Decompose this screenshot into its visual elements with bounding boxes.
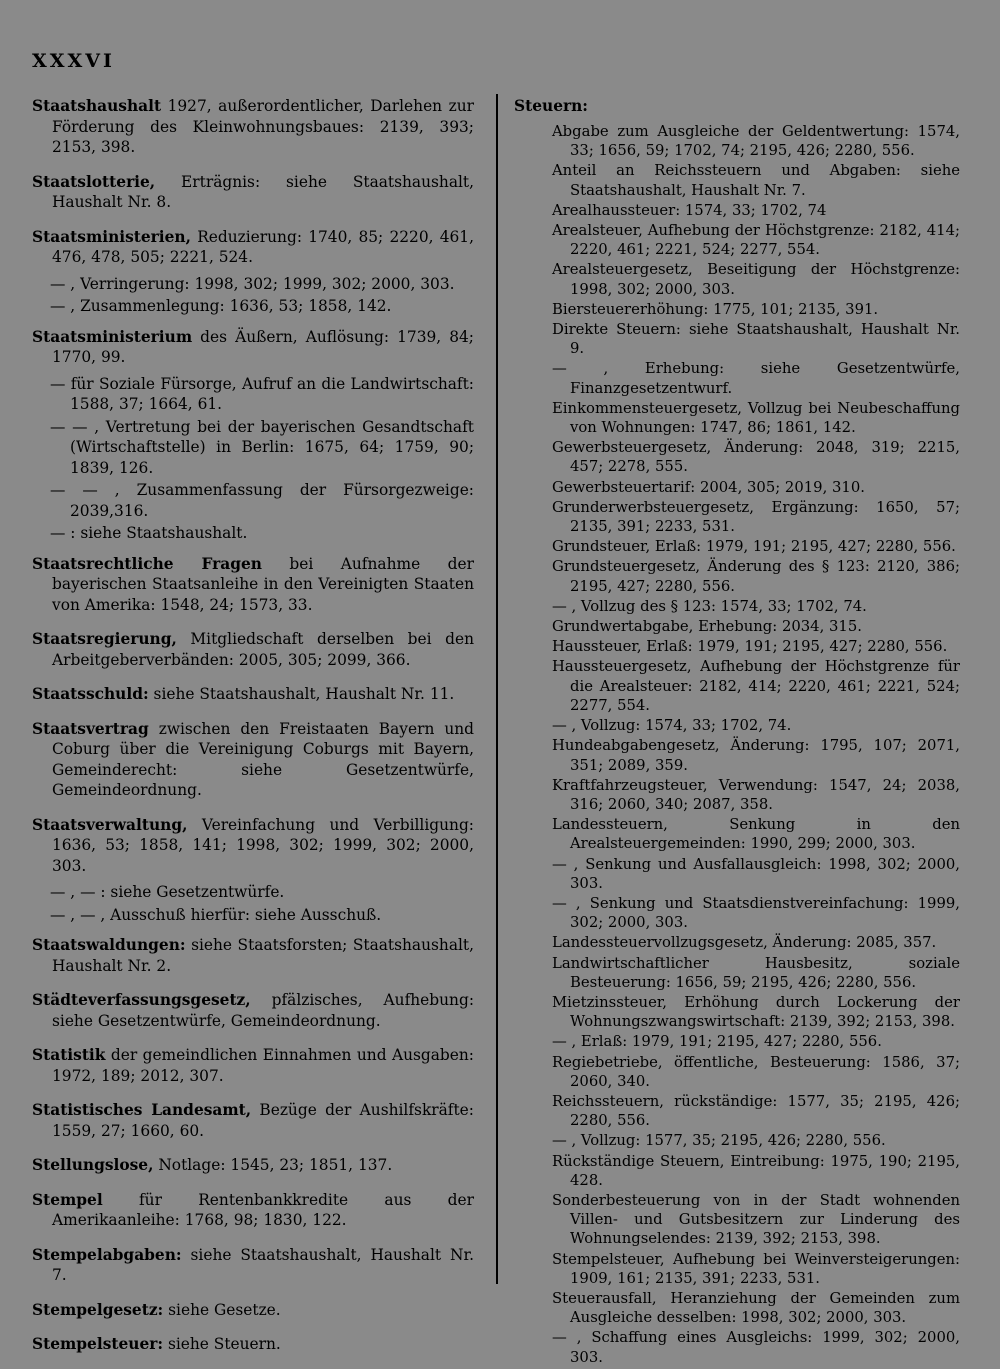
entry-keyword: Städteverfassungsgesetz, [32,991,251,1009]
entry-text: pfälzisches, Aufhebung: siehe Gesetzentwürfe, Gemeindeordnung. [52,991,474,1030]
index-entry [32,1245,474,1286]
index-entry [32,227,474,268]
entry-keyword: Stempel [32,1190,103,1209]
steuern-entry: Regiebetriebe, öffentliche, Besteuerung: 1586, 37; 2060, 340. [552,1053,960,1090]
steuern-entry: — , Vollzug: 1574, 33; 1702, 74. [552,717,792,735]
index-entry [32,684,474,705]
index-entry [32,990,474,1031]
index-entry [32,480,474,521]
entry-text: siehe Steuern. [163,1335,281,1353]
steuern-entry: Kraftfahrzeugsteuer, Verwendung: 1547, 24; 2038, 316; 2060, 340; 2087, 358. [552,776,960,813]
entry-keyword: Stempelsteuer: [32,1335,164,1353]
index-entry [32,554,474,616]
entry-text: — : siehe Staatshaushalt. [50,524,248,542]
entry-keyword: Staatsministerien, [32,227,191,246]
index-entry [32,1045,474,1086]
steuern-entry: — , Senkung und Ausfallausgleich: 1998, 302; 2000, 303. [552,855,960,892]
entry-text: Mitgliedschaft derselben bei den Arbeitgeberverbänden: 2005, 305; 2099, 366. [52,630,474,669]
index-entry [32,327,474,368]
steuern-entry: Haussteuer, Erlaß: 1979, 191; 2195, 427; 2280, 556. [552,638,948,656]
entry-keyword: Stellungslose, [32,1156,154,1174]
steuern-entry: Biersteuererhöhung: 1775, 101; 2135, 391. [552,300,879,318]
steuern-entry: — , Vollzug des § 123: 1574, 33; 1702, 74. [552,597,867,615]
entry-keyword: Staatsverwaltung, [32,815,188,834]
right-column [514,96,960,1368]
entry-text: — , Zusammenlegung: 1636, 53; 1858, 142. [50,297,392,315]
steuern-entry: Haussteuergesetz, Aufhebung der Höchstgrenze für die Arealsteuer: 2182, 414; 2220, 461; 2221, 524; 2277, 554. [552,658,960,714]
entry-text: — , Verringerung: 1998, 302; 1999, 302; 2000, 303. [50,274,455,293]
entry-text: — , — : siehe Gesetzentwürfe. [50,883,285,901]
index-entry [32,1334,474,1355]
steuern-entry: Rückständige Steuern, Eintreibung: 1975, 190; 2195, 428. [552,1152,960,1189]
steuern-entry: Reichssteuern, rückständige: 1577, 35; 2195, 426; 2280, 556. [552,1092,960,1130]
steuern-entry: Arealhaussteuer: 1574, 33; 1702, 74 [552,201,827,219]
entry-text: — — , Zusammenfassung der Fürsorgezweige: 2039,316. [50,481,474,520]
index-entry [32,1190,474,1231]
steuern-entries [514,122,960,1367]
steuern-entry: Grundsteuer, Erlaß: 1979, 191; 2195, 427; 2280, 556. [552,538,956,556]
entry-text: für Rentenbankkredite aus der Amerikaanleihe: 1768, 98; 1830, 122. [52,1190,474,1229]
entry-text: 1927, außerordentlicher, Darlehen zur Förderung des Kleinwohnungsbaues: 2139, 393; 2153, 398. [52,97,474,156]
entry-text: Vereinfachung und Verbilligung: 1636, 53; 1858, 141; 1998, 302; 1999, 302; 2000, 303. [52,815,474,875]
entry-keyword: Stempelgesetz: [32,1300,164,1319]
entry-text: zwischen den Freistaaten Bayern und Coburg über die Vereinigung Coburgs mit Bayern, Gemeinderecht: siehe Gesetzentwürfe, Gemeindeordnung. [52,719,474,799]
steuern-entry: — , Erlaß: 1979, 191; 2195, 427; 2280, 556. [552,1033,882,1051]
index-entry [32,523,474,544]
entry-keyword: Staatsvertrag [32,719,149,738]
entry-keyword: Staatsschuld: [32,685,149,703]
entry-keyword: Statistik [32,1046,106,1064]
steuern-entry: Grundwertabgabe, Erhebung: 2034, 315. [552,618,862,636]
steuern-entry: — , Senkung und Staatsdienstvereinfachung: 1999, 302; 2000, 303. [552,894,960,932]
index-entry [32,417,474,479]
index-entry [32,274,474,295]
entry-text: des Äußern, Auflösung: 1739, 84; 1770, 99. [52,327,474,366]
entry-text: siehe Staatsforsten; Staatshaushalt, Haushalt Nr. 2. [52,936,474,975]
index-entry [32,629,474,670]
entry-text: bei Aufnahme der bayerischen Staatsanleihe in den Vereinigten Staaten von Amerika: 1548, 24; 1573, 33. [52,554,474,614]
steuern-entry: Landessteuervollzugsgesetz, Änderung: 2085, 357. [552,934,937,952]
steuern-entry: Einkommensteuergesetz, Vollzug bei Neubeschaffung von Wohnungen: 1747, 86; 1861, 142. [552,399,960,437]
steuern-entry: Direkte Steuern: siehe Staatshaushalt, Haushalt Nr. 9. [552,321,960,358]
index-entry [32,1300,474,1321]
entry-keyword: Staatsministerium [32,327,193,346]
index-entry [32,882,474,903]
left-column [32,96,474,1369]
column-divider [496,94,498,1284]
steuern-entry: Steuerausfall, Heranziehung der Gemeinden zum Ausgleiche desselben: 1998, 302; 2000, 303. [552,1289,960,1327]
section-heading-steuern: Steuern: [514,97,588,115]
index-entry [32,935,474,976]
steuern-entry: Sonderbesteuerung von in der Stadt wohnenden Villen- und Gutsbesitzern zur Linderung des Wohnungselendes: 2139, 392; 2153, 398. [552,1191,960,1248]
steuern-entry: Landwirtschaftlicher Hausbesitz, soziale Besteuerung: 1656, 59; 2195, 426; 2280, 556. [552,954,960,991]
entry-text: Notlage: 1545, 23; 1851, 137. [153,1156,393,1174]
steuern-entry: — , Schaffung eines Ausgleichs: 1999, 302; 2000, 303. [552,1329,960,1366]
entry-text: Bezüge der Aushilfskräfte: 1559, 27; 1660, 60. [52,1101,474,1140]
steuern-entry: Landessteuern, Senkung in den Arealsteuergemeinden: 1990, 299; 2000, 303. [552,816,960,853]
entry-text: Erträgnis: siehe Staatshaushalt, Haushalt Nr. 8. [52,172,474,211]
entry-keyword: Statistisches Landesamt, [32,1101,252,1119]
steuern-entry: Grunderwerbsteuergesetz, Ergänzung: 1650, 57; 2135, 391; 2233, 531. [552,498,960,536]
index-entry [32,815,474,877]
steuern-entry: Gewerbsteuertarif: 2004, 305; 2019, 310. [552,478,865,496]
index-entry [32,1100,474,1141]
entry-keyword: Staatsregierung, [32,630,177,648]
entry-keyword: Staatshaushalt [32,97,162,115]
entry-keyword: Stempelabgaben: [32,1245,182,1264]
steuern-entry: Arealsteuergesetz, Beseitigung der Höchstgrenze: 1998, 302; 2000, 303. [552,261,960,298]
entry-text: siehe Staatshaushalt, Haushalt Nr. 7. [52,1245,474,1284]
steuern-entry: Arealsteuer, Aufhebung der Höchstgrenze: 2182, 414; 2220, 461; 2221, 524; 2277, 554. [552,222,960,259]
steuern-entry: — , Erhebung: siehe Gesetzentwürfe, Finanzgesetzentwurf. [552,360,960,397]
index-entry [32,1155,474,1176]
entry-keyword: Staatswaldungen: [32,936,186,954]
entry-text: Reduzierung: 1740, 85; 2220, 461, 476, 478, 505; 2221, 524. [52,227,474,266]
entry-text: — für Soziale Fürsorge, Aufruf an die Landwirtschaft: 1588, 37; 1664, 61. [50,374,474,413]
index-entry [32,719,474,801]
steuern-entry: Grundsteuergesetz, Änderung des § 123: 2120, 386; 2195, 427; 2280, 556. [552,558,960,595]
index-entry [32,905,474,926]
entry-keyword: Staatslotterie, [32,172,156,191]
steuern-entry: Abgabe zum Ausgleiche der Geldentwertung: 1574, 33; 1656, 59; 1702, 74; 2195, 426; 2280, 556. [552,123,960,160]
steuern-entry: Gewerbsteuergesetz, Änderung: 2048, 319; 2215, 457; 2278, 555. [552,439,960,476]
entry-text: der gemeindlichen Einnahmen und Ausgaben: 1972, 189; 2012, 307. [52,1046,474,1085]
entry-text: — — , Vertretung bei der bayerischen Gesandtschaft (Wirtschaftstelle) in Berlin: 1675, 64; 1759, 90; 1839, 126. [50,417,474,477]
entry-keyword: Staatsrechtliche Fragen [32,554,262,573]
entry-text: — , — , Ausschuß hierfür: siehe Ausschuß. [50,905,382,924]
page-number: XXXVI [32,50,115,72]
entry-text: siehe Staatshaushalt, Haushalt Nr. 11. [148,685,455,703]
steuern-entry: Stempelsteuer, Aufhebung bei Weinversteigerungen: 1909, 161; 2135, 391; 2233, 531. [552,1250,960,1287]
steuern-entry: Hundeabgabengesetz, Änderung: 1795, 107; 2071, 351; 2089, 359. [552,737,960,774]
index-entry [32,96,474,158]
entry-text: siehe Gesetze. [163,1300,281,1319]
steuern-entry: — , Vollzug: 1577, 35; 2195, 426; 2280, 556. [552,1132,886,1150]
index-entry [32,374,474,415]
index-entry [32,172,474,213]
steuern-entry: Mietzinssteuer, Erhöhung durch Lockerung der Wohnungszwangswirtschaft: 2139, 392; 2153, 398. [552,993,960,1031]
steuern-entry: Anteil an Reichssteuern und Abgaben: siehe Staatshaushalt, Haushalt Nr. 7. [552,162,960,199]
index-entry [32,296,474,317]
